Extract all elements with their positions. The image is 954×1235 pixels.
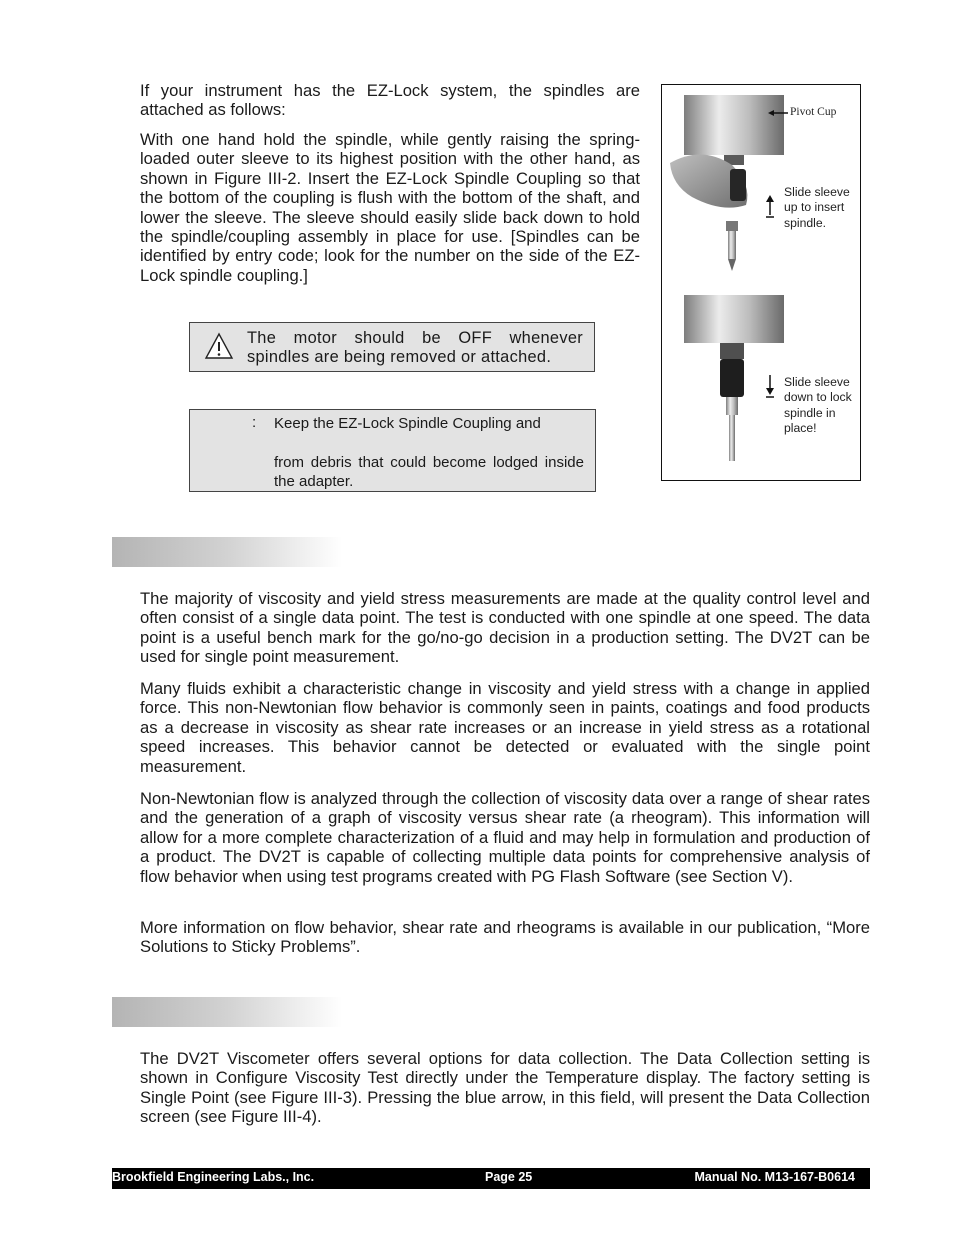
figure-ez-lock-spindle: [661, 84, 861, 481]
slide-down-label: Slide sleeve down to lock spindle in place!: [784, 375, 852, 436]
section1-paragraph-4: More information on flow behavior, shear rate and rheograms is available in our publication, “More Solutions to Sticky Problems”.: [140, 918, 870, 957]
intro-paragraph-1: If your instrument has the EZ-Lock system, the spindles are attached as follows:: [140, 81, 640, 120]
footer-page-number: Page 25: [485, 1170, 533, 1184]
slide-up-label: Slide sleeve up to insert spindle.: [784, 185, 850, 230]
page-footer: [112, 1168, 870, 1189]
note-box: [189, 409, 596, 492]
section1-paragraph-1: The majority of viscosity and yield stress measurements are made at the quality control level and often consist of a single data point. The test is conducted with one spindle at one speed. The data point is a useful bench mark for the go/no-go decision in a production setting. The DV2T can be used for single point measurement.: [140, 589, 870, 667]
section1-paragraph-2: Many fluids exhibit a characteristic change in viscosity and yield stress with a change in applied force. This non-Newtonian flow behavior is commonly seen in paints, coatings and food products as a decrease in viscosity as shear rate increases or an increase in yield stress as a rotational speed increases. This behavior cannot be detected or evaluated with the single point measurement.: [140, 679, 870, 776]
footer-company: Brookfield Engineering Labs., Inc.: [112, 1170, 315, 1184]
section-heading-band-1: [112, 537, 342, 567]
warning-box: [189, 322, 595, 372]
note-line-2: from debris that could become lodged inside the adapter.: [274, 453, 584, 491]
pivot-cup-label: Pivot Cup: [790, 106, 837, 118]
section2-paragraph-1: The DV2T Viscometer offers several options for data collection. The Data Collection setting is shown in Configure Viscosity Test directly under the Temperature display. The factory setting is Single Point (see Figure III-3). Pressing the blue arrow, in this field, will present the Data Collection screen (see Figure III-4).: [140, 1049, 870, 1127]
warning-text: The motor should be OFF whenever spindles are being removed or attached.: [247, 329, 583, 366]
note-colon: :: [252, 414, 257, 431]
note-text: [274, 414, 584, 492]
footer-manual-number: Manual No. M13-167-B0614: [694, 1170, 855, 1184]
section1-paragraph-3: Non-Newtonian flow is analyzed through the collection of viscosity data over a range of shear rates and the generation of a graph of viscosity versus shear rate (a rheogram). This information will allow for a more complete characterization of a fluid and may help in formulation and production of a product. The DV2T is capable of collecting multiple data points for comprehensive analysis of flow behavior when using test programs created with PG Flash Software (see Section V).: [140, 789, 870, 886]
intro-paragraph-2: With one hand hold the spindle, while gently raising the spring-loaded outer sleeve to its highest position with the other hand, as shown in Figure III-2. Insert the EZ-Lock Spindle Coupling so that the bottom of the coupling is flush with the bottom of the shaft, and lower the sleeve. The sleeve should easily slide back down to hold the spindle/coupling assembly in place for use. [Spindles can be identified by entry code; look for the number on the side of the EZ-Lock spindle coupling.]: [140, 130, 640, 285]
section-heading-band-2: [112, 997, 342, 1027]
note-line-1: Keep the EZ-Lock Spindle Coupling and: [274, 415, 541, 432]
warning-triangle-icon: [204, 332, 234, 360]
